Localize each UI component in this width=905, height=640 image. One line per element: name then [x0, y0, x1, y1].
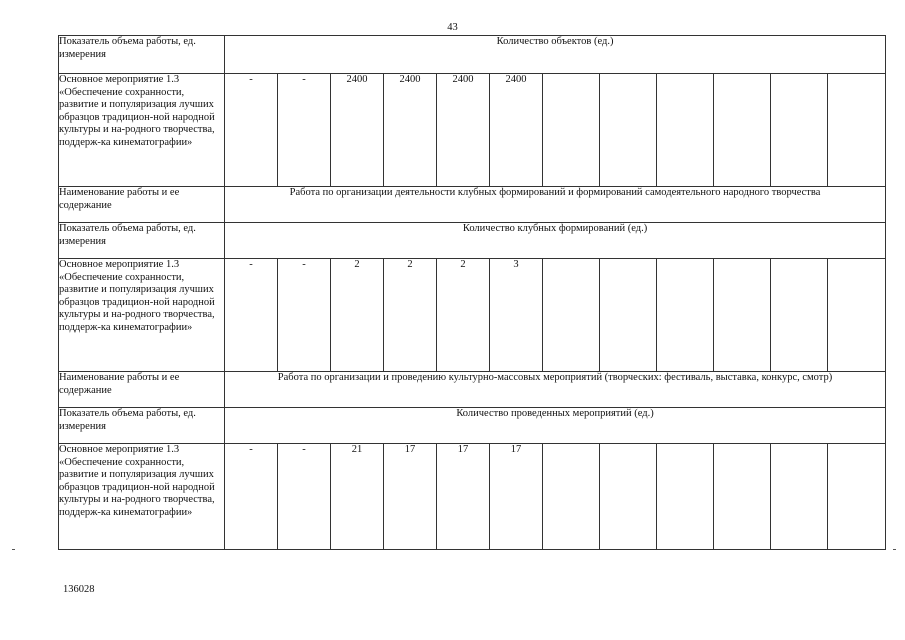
value-cell: 2	[384, 259, 437, 372]
value-cell: -	[278, 444, 331, 550]
value-cell	[600, 259, 657, 372]
table-row	[59, 372, 886, 408]
activity-label: Основное мероприятие 1.3 «Обеспечение сохранности, развитие и популяризация лучших образцов традицион-ной народной культуры и на-родного творчества, поддерж-ка кинематографии»	[59, 74, 225, 187]
activity-label: Основное мероприятие 1.3 «Обеспечение сохранности, развитие и популяризация лучших образцов традицион-ной народной культуры и на-родного творчества, поддерж-ка кинематографии»	[59, 444, 225, 550]
document-code: 136028	[63, 584, 95, 595]
value-cell	[657, 259, 714, 372]
table-row	[59, 36, 886, 74]
value-cell: 17	[490, 444, 543, 550]
table-row	[59, 187, 886, 223]
value-cell: -	[278, 74, 331, 187]
table-row	[59, 444, 886, 550]
value-cell: 2400	[437, 74, 490, 187]
services-table	[58, 35, 886, 550]
table-row	[59, 223, 886, 259]
value-cell: -	[225, 74, 278, 187]
page-number: 43	[447, 22, 458, 33]
value-cell	[600, 444, 657, 550]
table-row	[59, 408, 886, 444]
activity-label: Основное мероприятие 1.3 «Обеспечение сохранности, развитие и популяризация лучших образцов традицион-ной народной культуры и на-родного творчества, поддерж-ка кинематографии»	[59, 259, 225, 372]
value-cell: -	[225, 259, 278, 372]
unit-header: Количество проведенных мероприятий (ед.)	[225, 408, 886, 444]
unit-header: Количество клубных формирований (ед.)	[225, 223, 886, 259]
value-cell	[714, 259, 771, 372]
value-cell	[657, 74, 714, 187]
value-cell	[771, 74, 828, 187]
work-name: Работа по организации деятельности клубных формирований и формирований самодеятельного народного творчества	[225, 187, 886, 223]
value-cell	[657, 444, 714, 550]
value-cell: 3	[490, 259, 543, 372]
value-cell	[828, 259, 886, 372]
work-name: Работа по организации и проведению культурно-массовых мероприятий (творческих: фестиваль, выставка, конкурс, смотр)	[225, 372, 886, 408]
value-cell	[828, 444, 886, 550]
row-label: Наименование работы и ее содержание	[59, 372, 225, 408]
value-cell	[600, 74, 657, 187]
value-cell	[543, 74, 600, 187]
scan-mark	[12, 549, 15, 550]
value-cell	[828, 74, 886, 187]
value-cell	[543, 444, 600, 550]
value-cell	[771, 259, 828, 372]
value-cell: 21	[331, 444, 384, 550]
value-cell	[714, 444, 771, 550]
value-cell: 17	[384, 444, 437, 550]
row-label: Наименование работы и ее содержание	[59, 187, 225, 223]
row-label: Показатель объема работы, ед. измерения	[59, 36, 225, 74]
value-cell: 17	[437, 444, 490, 550]
row-label: Показатель объема работы, ед. измерения	[59, 408, 225, 444]
table-row	[59, 259, 886, 372]
value-cell: 2	[331, 259, 384, 372]
value-cell	[771, 444, 828, 550]
unit-header: Количество объектов (ед.)	[225, 36, 886, 74]
table-row	[59, 74, 886, 187]
value-cell: -	[278, 259, 331, 372]
scan-mark	[893, 549, 896, 550]
value-cell: -	[225, 444, 278, 550]
value-cell	[543, 259, 600, 372]
value-cell: 2	[437, 259, 490, 372]
row-label: Показатель объема работы, ед. измерения	[59, 223, 225, 259]
value-cell: 2400	[384, 74, 437, 187]
value-cell: 2400	[331, 74, 384, 187]
value-cell: 2400	[490, 74, 543, 187]
value-cell	[714, 74, 771, 187]
